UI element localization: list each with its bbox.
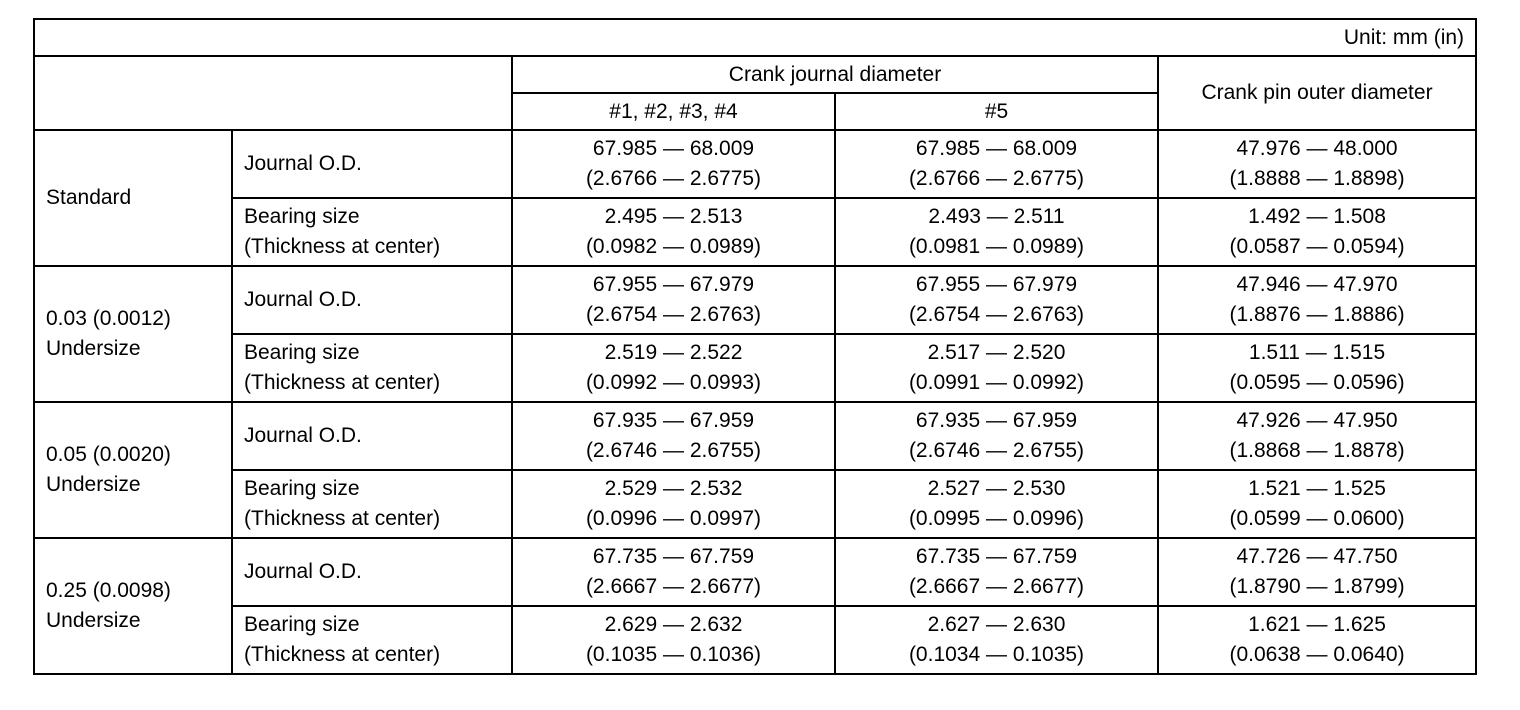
cell-line: 67.735 — 67.759: [915, 545, 1078, 568]
cell-line: 67.955 — 67.979: [592, 273, 755, 296]
cell-line: (0.0587 — 0.0594): [1229, 235, 1405, 258]
cell-line: (2.6754 — 2.6763): [908, 303, 1085, 326]
cell-line: 47.946 — 47.970: [1236, 273, 1398, 296]
table-row: [34, 606, 1476, 674]
cell-line: (0.0992 — 0.0993): [585, 371, 762, 394]
cell-line: (0.1035 — 0.1036): [585, 643, 762, 666]
cell-line: (2.6746 — 2.6755): [585, 439, 762, 462]
cell-line: Journal O.D.: [244, 560, 362, 583]
row-sub-label: [232, 266, 512, 334]
row-sub-label: [232, 538, 512, 606]
table-row: [34, 470, 1476, 538]
cell-line: Journal O.D.: [244, 288, 362, 311]
cell-line: 67.935 — 67.959: [592, 409, 755, 432]
cell-line: 1.511 — 1.515: [1248, 341, 1386, 364]
cell-line: Undersize: [46, 609, 141, 632]
table-row: [34, 402, 1476, 470]
cell-line: Journal O.D.: [244, 152, 362, 175]
cell-line: (0.0599 — 0.0600): [1229, 507, 1405, 530]
journal-5-header: #5: [835, 93, 1158, 130]
cell-line: (2.6667 — 2.6677): [908, 575, 1085, 598]
journal-5-value: [835, 402, 1158, 470]
journal-5-value: [835, 130, 1158, 198]
journal-1234-value: [512, 606, 835, 674]
cell-line: (2.6746 — 2.6755): [908, 439, 1085, 462]
cell-line: (1.8876 — 1.8886): [1229, 303, 1405, 326]
journal-1234-value: [512, 470, 835, 538]
crank-pin-value: [1158, 130, 1476, 198]
journal-5-value: [835, 606, 1158, 674]
journal-5-value: [835, 470, 1158, 538]
group-label: [34, 538, 232, 674]
table-row: [34, 266, 1476, 334]
cell-line: 67.985 — 68.009: [592, 137, 755, 160]
cell-line: 67.735 — 67.759: [592, 545, 755, 568]
cell-line: 1.492 — 1.508: [1248, 205, 1386, 228]
cell-line: 1.521 — 1.525: [1248, 477, 1386, 500]
cell-line: 67.935 — 67.959: [915, 409, 1078, 432]
spec-table-body: [34, 19, 1476, 674]
cell-line: (Thickness at center): [244, 643, 441, 666]
cell-line: (0.0991 — 0.0992): [908, 371, 1085, 394]
table-row: [34, 538, 1476, 606]
journal-1234-value: [512, 266, 835, 334]
crank-pin-value: [1158, 334, 1476, 402]
cell-line: 1.621 — 1.625: [1248, 613, 1386, 636]
table-row: [34, 198, 1476, 266]
crank-pin-value: [1158, 470, 1476, 538]
cell-line: Bearing size: [244, 205, 360, 228]
cell-line: (1.8888 — 1.8898): [1229, 167, 1405, 190]
cell-line: (0.0996 — 0.0997): [585, 507, 762, 530]
cell-line: (0.0981 — 0.0989): [908, 235, 1085, 258]
cell-line: (2.6766 — 2.6775): [585, 167, 762, 190]
cell-line: Bearing size: [244, 477, 360, 500]
crank-journal-header: Crank journal diameter: [512, 56, 1158, 93]
cell-line: 2.519 — 2.522: [604, 341, 743, 364]
header-row-1: [34, 56, 1476, 93]
row-sub-label: [232, 470, 512, 538]
crank-pin-value: [1158, 538, 1476, 606]
journal-5-value: [835, 198, 1158, 266]
row-sub-label: [232, 198, 512, 266]
cell-line: (2.6667 — 2.6677): [585, 575, 762, 598]
cell-line: 2.529 — 2.532: [604, 477, 743, 500]
unit-row: [34, 19, 1476, 56]
cell-line: Undersize: [46, 337, 141, 360]
crank-pin-value: [1158, 606, 1476, 674]
cell-line: (Thickness at center): [244, 371, 441, 394]
journal-5-value: [835, 334, 1158, 402]
cell-line: 47.976 — 48.000: [1236, 137, 1398, 160]
cell-line: Standard: [46, 186, 132, 209]
table-row: [34, 334, 1476, 402]
cell-line: 2.527 — 2.530: [927, 477, 1066, 500]
cell-line: 0.05 (0.0020): [46, 443, 171, 466]
cell-line: (1.8790 — 1.8799): [1229, 575, 1405, 598]
cell-line: 67.985 — 68.009: [915, 137, 1078, 160]
cell-line: 2.627 — 2.630: [927, 613, 1066, 636]
journal-5-value: [835, 266, 1158, 334]
spec-table: [33, 18, 1477, 675]
row-sub-label: [232, 606, 512, 674]
cell-line: (Thickness at center): [244, 507, 441, 530]
journal-1234-header: #1, #2, #3, #4: [512, 93, 835, 130]
table-row: [34, 130, 1476, 198]
crank-pin-value: [1158, 266, 1476, 334]
cell-line: 0.25 (0.0098): [46, 579, 171, 602]
cell-line: 47.926 — 47.950: [1236, 409, 1398, 432]
crank-pin-header: Crank pin outer diameter: [1158, 56, 1476, 130]
cell-line: 47.726 — 47.750: [1236, 545, 1398, 568]
cell-line: 0.03 (0.0012): [46, 307, 171, 330]
cell-line: (2.6766 — 2.6775): [908, 167, 1085, 190]
row-sub-label: [232, 402, 512, 470]
cell-line: Bearing size: [244, 613, 360, 636]
cell-line: (2.6754 — 2.6763): [585, 303, 762, 326]
cell-line: Bearing size: [244, 341, 360, 364]
cell-line: (0.1034 — 0.1035): [908, 643, 1085, 666]
journal-1234-value: [512, 402, 835, 470]
journal-5-value: [835, 538, 1158, 606]
row-sub-label: [232, 130, 512, 198]
cell-line: (0.0982 — 0.0989): [585, 235, 762, 258]
journal-1234-value: [512, 130, 835, 198]
group-label: [34, 402, 232, 538]
journal-1234-value: [512, 198, 835, 266]
cell-line: 2.517 — 2.520: [927, 341, 1066, 364]
unit-label: Unit: mm (in): [34, 19, 1476, 56]
cell-line: 2.495 — 2.513: [604, 205, 743, 228]
crank-pin-value: [1158, 402, 1476, 470]
cell-line: 2.493 — 2.511: [928, 205, 1065, 228]
cell-line: (0.0595 — 0.0596): [1229, 371, 1405, 394]
cell-line: (0.0638 — 0.0640): [1229, 643, 1405, 666]
cell-line: Journal O.D.: [244, 424, 362, 447]
cell-line: (1.8868 — 1.8878): [1229, 439, 1405, 462]
header-blank-cell: [34, 56, 512, 130]
journal-1234-value: [512, 538, 835, 606]
journal-1234-value: [512, 334, 835, 402]
cell-line: (0.0995 — 0.0996): [908, 507, 1085, 530]
cell-line: (Thickness at center): [244, 235, 441, 258]
cell-line: 2.629 — 2.632: [604, 613, 743, 636]
row-sub-label: [232, 334, 512, 402]
cell-line: Undersize: [46, 473, 141, 496]
group-label: [34, 130, 232, 266]
group-label: [34, 266, 232, 402]
cell-line: 67.955 — 67.979: [915, 273, 1078, 296]
crank-pin-value: [1158, 198, 1476, 266]
